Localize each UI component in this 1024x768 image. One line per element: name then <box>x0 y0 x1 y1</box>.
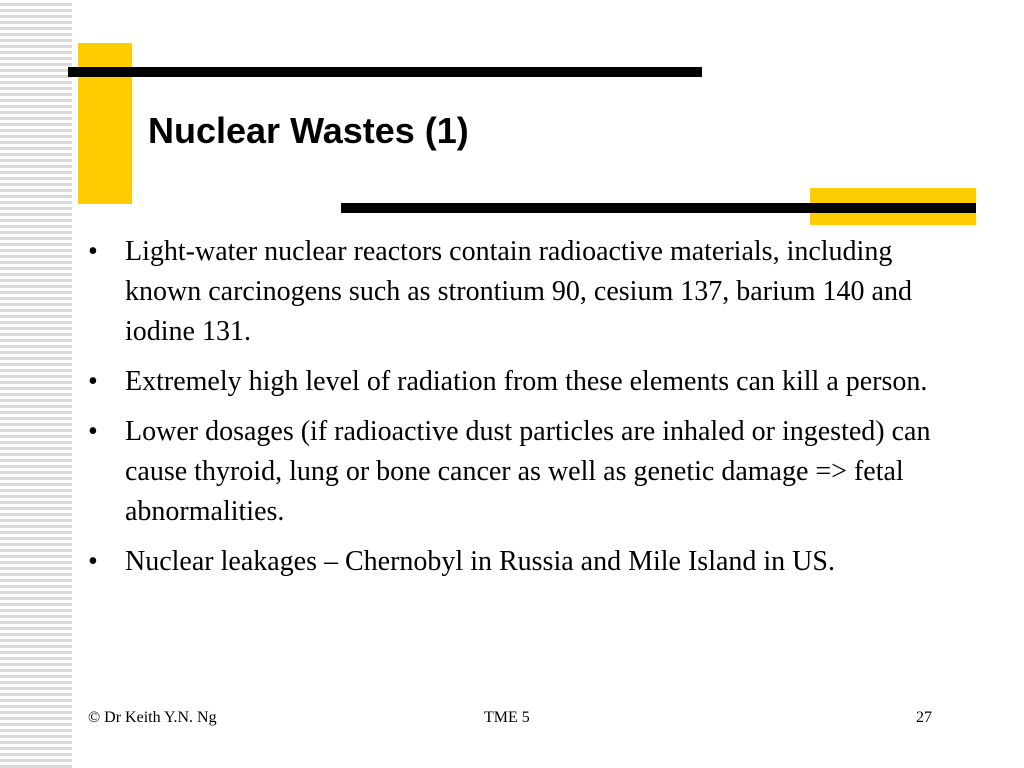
decorative-stripe-strip <box>0 0 72 768</box>
bullet-item <box>88 362 948 402</box>
footer-course: TME 5 <box>484 709 530 726</box>
footer-page-number: 27 <box>916 709 932 726</box>
bullet-text: Extremely high level of radiation from these elements can kill a person. <box>125 366 928 397</box>
bullet-list <box>88 232 948 592</box>
bullet-item <box>88 412 948 532</box>
bullet-text: Lower dosages (if radioactive dust particles are inhaled or ingested) can cause thyroid, lung or bone cancer as well as genetic damage => fetal abnormalities. <box>125 416 931 527</box>
title-top-rule <box>68 67 702 77</box>
bullet-icon: • <box>88 416 98 447</box>
bullet-text: Light-water nuclear reactors contain radioactive materials, including known carcinogens such as strontium 90, cesium 137, barium 140 and iodine 131. <box>125 236 912 347</box>
bullet-item <box>88 542 948 582</box>
bullet-icon: • <box>88 236 98 267</box>
footer-author: © Dr Keith Y.N. Ng <box>88 709 217 726</box>
bullet-icon: • <box>88 366 98 397</box>
title-bottom-rule <box>341 203 976 213</box>
bullet-icon: • <box>88 546 98 577</box>
bullet-item <box>88 232 948 352</box>
bullet-text: Nuclear leakages – Chernobyl in Russia and Mile Island in US. <box>125 546 835 577</box>
slide-title: Nuclear Wastes (1) <box>148 110 469 151</box>
